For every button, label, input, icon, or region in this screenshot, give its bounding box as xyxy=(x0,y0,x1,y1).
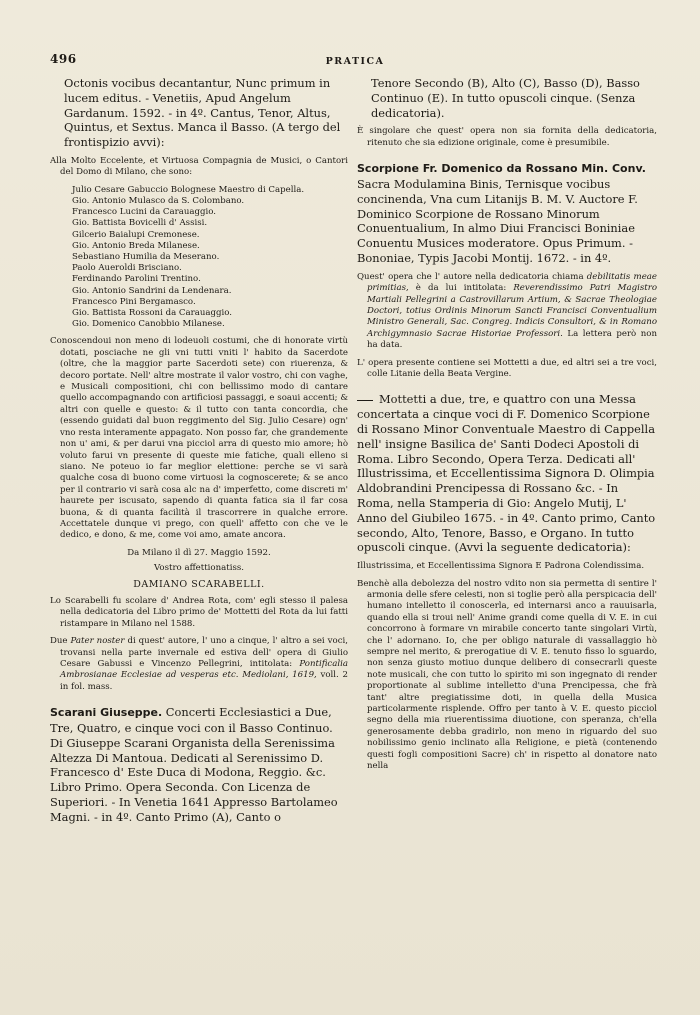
entry-mottetti xyxy=(357,392,657,555)
signature: DAMIANO SCARABELLI. xyxy=(133,578,265,590)
note-text: voll. 2 in fol. mass. xyxy=(60,670,348,692)
note-italic: Pater noster xyxy=(70,636,125,647)
member-item: Gilcerio Baialupi Cremonese. xyxy=(72,229,200,240)
member-item: Paolo Aueroldi Brisciano. xyxy=(72,263,182,274)
note-italic: debilitatis meae primitias, xyxy=(367,271,657,294)
member-item: Gio. Domenico Canobbio Milanese. xyxy=(72,319,225,330)
note-italic: Pontificalia Ambrosianae Ecclesiae ad vesperas etc. Mediolani, 1619, xyxy=(60,659,348,681)
note-dedicatoria xyxy=(357,272,657,352)
right-column xyxy=(357,76,657,981)
member-item: Gio. Antonio Mulasco da S. Colombano. xyxy=(72,196,245,206)
closing: Vostro affettionatiss. xyxy=(153,563,245,574)
dedication-heading: Alla Molto Eccelente, et Virtuosa Compagnia de Musici, o Cantori del Domo di Milano, che sono: xyxy=(50,155,348,178)
note-opera: L' opera presente contiene sei Mottetti a due, ed altri sei a tre voci, colle Litanie della Beata Vergine. xyxy=(357,357,657,380)
member-item: Gio. Battista Rossoni da Carauaggio. xyxy=(72,308,233,319)
note-text: è da lui intitolata: xyxy=(408,283,514,294)
entry-continuation: Octonis vocibus decantantur, Nunc primum in lucem editus. - Venetiis, Apud Angelum Gardanum. 1592. - in 4º. Cantus, Tenor, Altus, Quintus, et Sextus. Manca il Basso. (A tergo del frontispizio avvi): xyxy=(64,76,341,150)
page-number: 496 xyxy=(50,52,77,66)
member-item: Sebastiano Humilia da Meserano. xyxy=(72,252,220,263)
running-head: PRATICA xyxy=(325,56,385,67)
note-text: Due xyxy=(50,636,71,647)
note-text: Quest' opera che l' autore nella dedicatoria chiama xyxy=(357,271,587,282)
member-item: Francesco Lucini da Carauaggio. xyxy=(72,207,217,218)
member-item: Francesco Pini Bergamasco. xyxy=(72,296,196,307)
member-item: Ferdinando Parolini Trentino. xyxy=(72,274,201,285)
note-text: La lettera però non ha data. xyxy=(367,328,657,351)
entry-text: Sacra Modulamina Binis, Ternisque vocibus concinenda, Vna cum Litanijs B. M. V. Auctore F. Dominico Scorpione de Rossano Minorum Conuentualium, In almo Diui Francisci Boniniae Conuentu Musices moderatore. Opus Primum. - Bononiae, Typis Jacobi Montij. 1672. - in 4º. xyxy=(357,177,638,265)
member-item: Gio. Battista Bovicelli d' Assisi. xyxy=(72,218,208,229)
entry-scarani xyxy=(50,705,348,824)
dateline: Da Milano il dì 27. Maggio 1592. xyxy=(127,547,271,558)
member-list xyxy=(72,185,348,331)
entry-scorpione xyxy=(357,161,657,266)
dedication-salutation: Illustrissima, et Eccellentissima Signora E Padrona Colendissima. xyxy=(357,561,645,572)
entry-continuation: Tenore Secondo (B), Alto (C), Basso (D), Basso Continuo (E). In tutto opuscoli cinque. (Senza dedicatoria). xyxy=(371,76,640,120)
dash-mark xyxy=(357,400,373,401)
entry-author: Scorpione Fr. Domenico da Rossano Min. Conv. xyxy=(357,162,646,176)
note-singolare: È singolare che quest' opera non sia fornita della dedicatoria, ritenuto che sia edizione originale, come è presumibile. xyxy=(357,126,657,148)
page-header xyxy=(50,52,660,72)
note-scarabelli: Lo Scarabelli fu scolare d' Andrea Rota, com' egli stesso il palesa nella dedicatoria del Libro primo de' Mottetti del Rota da lui fatti ristampare in Milano nel 1588. xyxy=(50,595,348,629)
entry-text: Concerti Ecclesiastici a Due, Tre, Quatro, e cinque voci con il Basso Continuo. Di Giuseppe Scarani Organista della Serenissima Altezza Di Mantoua. Dedicati al Serenissimo D. Francesco d' Este Duca di Modona, Reggio. &c. Libro Primo. Opera Seconda. Con Licenza de Superiori. - In Venetia 1641 Appresso Bartolameo Magni. - in 4º. Canto Primo (A), Canto o xyxy=(50,705,338,824)
dedication-letter: Benchè alla debolezza del nostro vdito non sia permetta di sentire l' armonia delle sfere celesti, non si toglie però alla perspicacia dell' humano intelletto il conoscerla, ed internarsi anco a rauuisarla, quando ella si troui nell' Anime grandi come quella di V. E. in cui concorrono à formare vn mirabile concerto tante singolari Virtù, che l' adornano. Io, che per obligo naturale di vassallaggio hò sempre nel merito, & prerogatiue di V. E. tenuto fisso lo sguardo, non senza giusto motiuo dunque delibero di consecrarli queste note musicali, che con tutto lo spirito mi son ingegnato di render proportionate al sublime intelletto d'una Prencipessa, che frà tant' altre pregiatissime doti, in quella della Musica particolarmente risplende. Offro per tanto à V. E. questo picciol segno della mia riuerentissima diuotione, con speranza, ch'ella generosamente debba gradirlo, non meno in riguardo del suo nobilissimo genio inclinato alla Religione, e pietà (contenendo questi fogli compositioni Sacre) ch' in rispetto al donatore nato nella xyxy=(357,578,657,772)
note-text: di quest' autore, l' uno a cinque, l' altro a sei voci, trovansi nella parte invernale ed estiva dell' opera di Giulio Cesare Gabussi e Vincenzo Pellegrini, intitolata: xyxy=(60,636,348,669)
note-pater-noster xyxy=(50,636,348,693)
entry-text: Mottetti a due, tre, e quattro con una Messa concertata a cinque voci di F. Domenico Scorpione di Rossano Minor Conventuale Maestro di Cappella nell' insigne Basilica de' Santi Dodeci Apostoli di Roma. Libro Secondo, Opera Terza. Dedicati all' Illustrissima, et Eccellentissima Signora D. Olimpia Aldobrandini Prencipessa di Rossano &c. - In Roma, nella Stamperia di Gio: Angelo Mutij, L' Anno del Giubileo 1675. - in 4º. Canto primo, Canto secondo, Alto, Tenore, Basso, e Organo. In tutto opuscoli cinque. (Avvi la seguente dedicatoria): xyxy=(357,392,656,555)
left-column xyxy=(50,76,348,981)
entry-author: Scarani Giuseppe. xyxy=(50,706,163,720)
member-item: Julio Cesare Gabuccio Bolognese Maestro di Capella. xyxy=(72,184,305,195)
dedication-letter: Conoscendoui non meno di lodeuoli costumi, che di honorate virtù dotati, posciache ne gli vni tutti vniti l' habito da Sacerdote (oltre, che la maggior parte Sacerdoti sete) con riuerenza, & decoro portate. Nell' altre mostrate il valor vostro, chi con vaghe, e Musicali compositioni, chi con bellissimo modo di cantare quello accompagnando con artificiosi passaggi, e soaui accenti; & altri con quelle e questo: & il tutto con tanta concordia, che (essendo guidati dal buon reggimento del Sig. Julio Cesare) ogn' vno resta interamente appagato. Non posso far, che grandemente non u' ami, & per darui vna picciol arra di questo mio amore; hò voluto farui vn presente di queste mie fatiche, quali elleno si siano. Ne poteuo io far meglior elettione: perche se vi sarà qualche cosa di buono come virtuosi la cognoscerete; & se anco per il contrario vi sarà cosa alc na d' imperfetto, come discreti m' haurete per iscusato, sapendo di quanta fatica sia il far cosa buona, & di quanta facilità il trascorrere in qualche errore. Accettatele dunque vi prego, con quell' affetto con che ve le dedico, e dono, & me, come voi amo, amate ancora. xyxy=(50,336,348,541)
note-italic: Reverendissimo Patri Magistro Martiali Pellegrini a Castrovillarum Artium, & Sacrae Theologiae Doctori, totius Ordinis Minorum Sancti Francisci Conventualium Ministro Generali, Sac. Congreg. Indicis Consultori, & in Romano Archigymnasio Sacrae Historiae Professori. xyxy=(367,283,657,339)
member-item: Gio. Antonio Breda Milanese. xyxy=(72,240,200,251)
member-item: Gio. Antonio Sandrini da Lendenara. xyxy=(72,285,232,296)
